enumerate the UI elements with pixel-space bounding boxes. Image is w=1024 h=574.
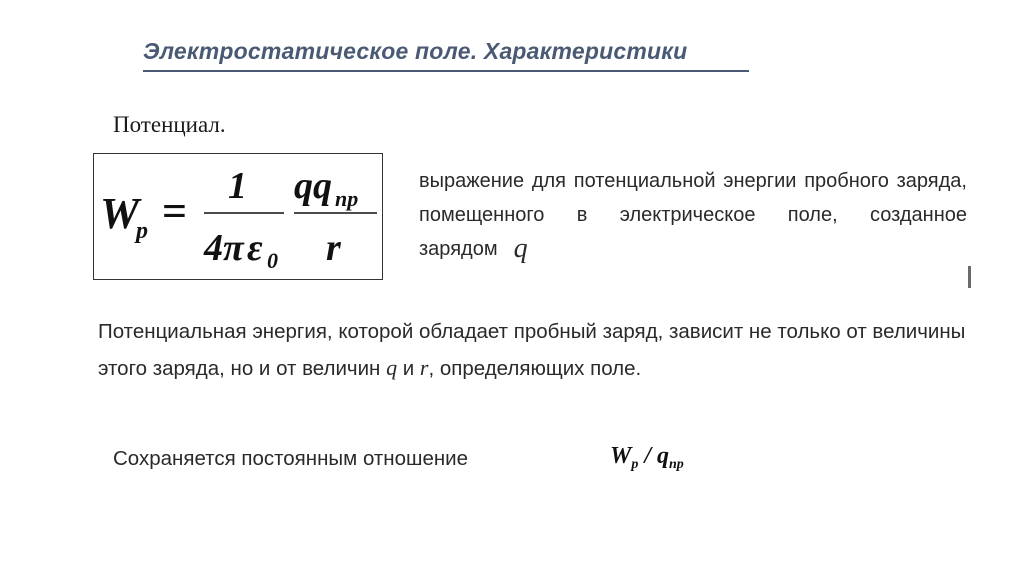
formula-box: [93, 153, 383, 280]
formula-epsilon-subscript: 0: [267, 248, 278, 273]
formula-epsilon: ε: [247, 227, 263, 269]
energy-paragraph: [98, 314, 978, 387]
formula-description: [419, 164, 967, 266]
formula-numerator-one: 1: [228, 165, 247, 207]
ratio-w-subscript: p: [631, 457, 639, 472]
formula-qq-subscript: пр: [335, 186, 359, 211]
ratio-w: W: [610, 443, 632, 469]
conjunction: и: [397, 357, 420, 380]
ratio-q: q: [657, 443, 670, 469]
ratio-q-subscript: пр: [669, 457, 684, 472]
formula-pi: π: [223, 227, 244, 269]
formula-qq: qq: [294, 165, 332, 207]
energy-paragraph-part1: Потенциальная энергия, которой обладает пробный заряд, зависит не только от величины этого заряда, но и от величин: [98, 320, 966, 380]
formula-coef-four: 4: [204, 227, 223, 269]
variable-r: r: [419, 355, 429, 380]
ratio-formula: [610, 443, 684, 473]
formula-w: W: [100, 189, 140, 238]
ratio-slash: /: [638, 443, 658, 469]
charge-symbol: q: [513, 233, 528, 264]
title-underline: [143, 70, 749, 72]
slide-title: Электростатическое поле. Характеристики: [143, 38, 688, 64]
variable-q: q: [386, 355, 398, 380]
formula-w-subscript: p: [136, 218, 148, 244]
energy-paragraph-part2: , определяющих поле.: [428, 357, 642, 380]
section-label: Потенциал.: [113, 112, 226, 137]
formula-description-text: выражение для потенциальной энергии пробного заряда, помещенного в электрическое поле, созданное зарядом: [419, 170, 967, 260]
conclusion-text: Сохраняется постоянным отношение: [113, 447, 469, 470]
potential-energy-formula: [94, 154, 384, 281]
formula-equals: =: [162, 187, 188, 236]
edge-mark: [968, 266, 971, 288]
formula-r: r: [326, 227, 341, 269]
